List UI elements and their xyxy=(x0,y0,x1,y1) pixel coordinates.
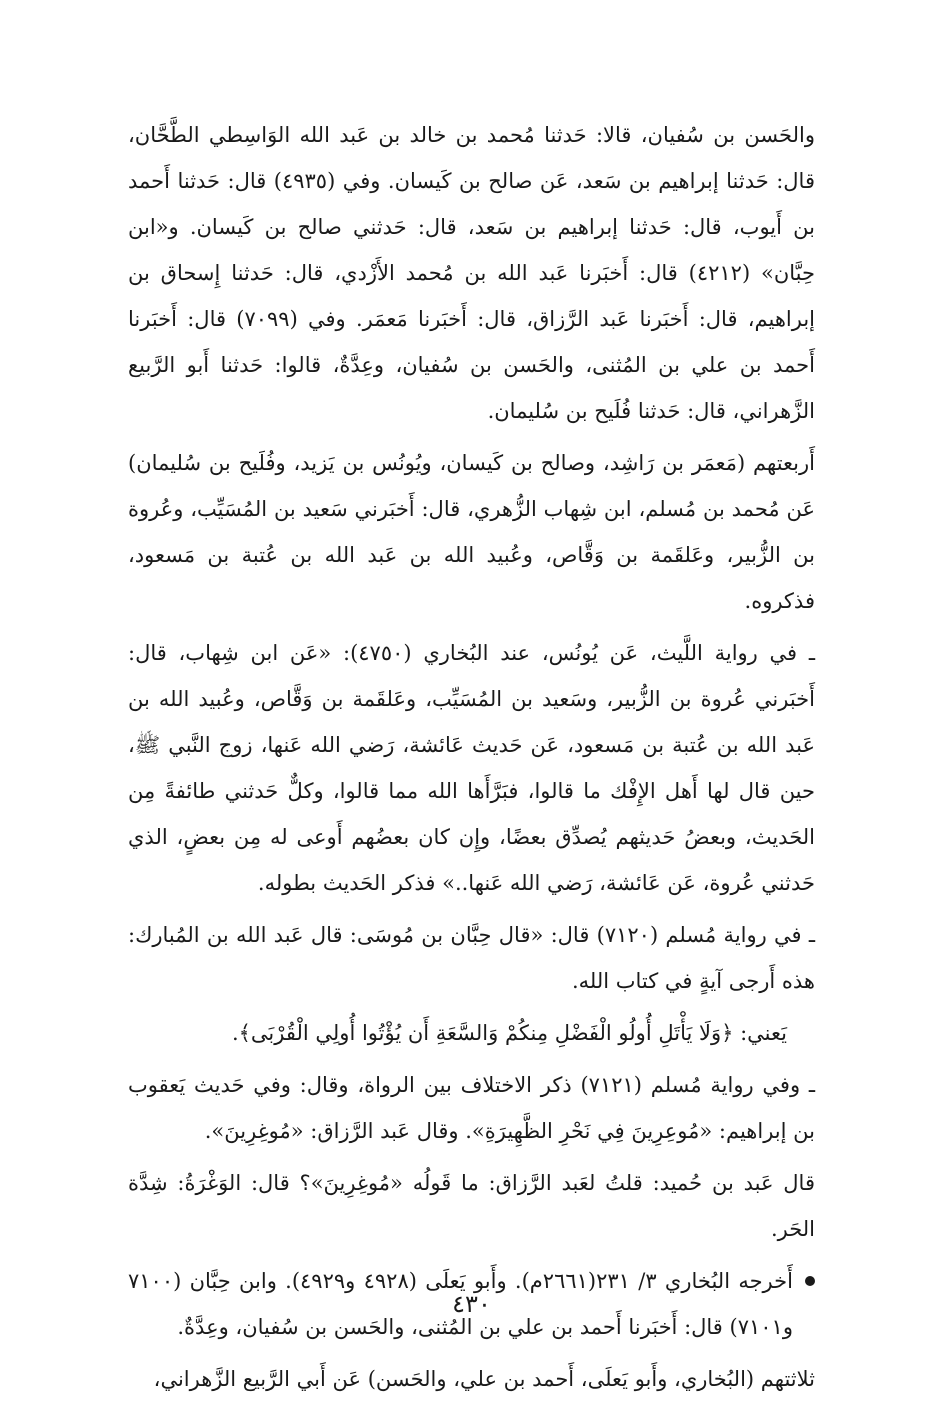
footnote-bullet-text: أَخرجه البُخاري ٣/ ٢٣١(٢٦٦١م). وأَبو يَعلَى (٤٩٢٨ و٤٩٢٩). وابن حِبَّان (٧١٠٠ و٧١٠١) قال: أَخبَرنا أَحمد بن علي بن المُثنى، والحَسن بن سُفيان، وعِدَّةٌ. xyxy=(128,1269,793,1339)
paragraph-muslim-7120: ـ في رواية مُسلم (٧١٢٠) قال: «قال حِبَّان بن مُوسَى: قال عَبد الله بن المُبارك: هذه أَرجى آيةٍ في كتاب الله. xyxy=(128,923,815,993)
page-number: ٤٣٠ xyxy=(452,1290,491,1318)
paragraph-laith-narration: ـ في رواية اللَّيث، عَن يُونُس، عند البُخاري (٤٧٥٠): «عَن ابن شِهاب، قال: أَخبَرني عُروة بن الزُّبير، وسَعيد بن المُسَيِّب، وعَلقَمة بن وَقَّاص، وعُبيد الله بن عَبد الله بن عُتبة بن مَسعود، عَن حَديث عَائشة، رَضي الله عَنها، زوج النَّبي ﷺ، حين قال لها أَهل الإِفْك ما قالوا، فبَرَّأَها الله مما قالوا، وكلٌّ حَدثني طائفةً مِن الحَديث، وبعضُ حَديثهم يُصدِّق بعضًا، وإِن كان بعضُهم أَوعى له مِن بعضٍ، الذي حَدثني عُروة، عَن عَائشة، رَضي الله عَنها..» فذكر الحَديث بطوله. xyxy=(128,641,815,895)
paragraph-isnad-2: أَربعتهم (مَعمَر بن رَاشِد، وصالح بن كَيسان، ويُونُس بن يَزيد، وفُلَيح بن سُليمان) عَن مُحمد بن مُسلم، ابن شِهاب الزُّهري، قال: أَخبَرني سَعيد بن المُسَيِّب، وعُروة بن الزُّبير، وعَلقَمة بن وَقَّاص، وعُبيد الله بن عَبد الله بن عُتبة بن مَسعود، فذكروه. xyxy=(128,451,815,613)
paragraph-abd-bin-humaid: قال عَبد بن حُميد: قلتُ لعَبد الرَّزاق: ما قَولُه «مُوغِرِينَ»؟ قال: الوَغْرَةُ: شِدَّة الحَر. xyxy=(128,1171,815,1241)
main-text-block xyxy=(128,112,815,1408)
paragraph-muslim-7121: ـ وفي رواية مُسلم (٧١٢١) ذكر الاختلاف بين الرواة، وقال: وفي حَديث يَعقوب بن إبراهيم: «مُوعِرِينَ فِي نَحْرِ الظَّهِيرَةِ». وقال عَبد الرَّزاق: «مُوغِرِينَ». xyxy=(128,1073,815,1143)
paragraph-isnad-1: والحَسن بن سُفيان، قالا: حَدثنا مُحمد بن خالد بن عَبد الله الوَاسِطي الطَّحَّان، قال: حَدثنا إبراهيم بن سَعد، عَن صالح بن كَيسان. وفي (٤٩٣٥) قال: حَدثنا أَحمد بن أَيوب، قال: حَدثنا إبراهيم بن سَعد، قال: حَدثني صالح بن كَيسان. و«ابن حِبَّان» (٤٢١٢) قال: أَخبَرنا عَبد الله بن مُحمد الأَزْدي، قال: حَدثنا إِسحاق بن إبراهيم، قال: أَخبَرنا عَبد الرَّزاق، قال: أَخبَرنا مَعمَر. وفي (٧٠٩٩) قال: أَخبَرنا أَحمد بن علي بن المُثنى، والحَسن بن سُفيان، وعِدَّةٌ، قالوا: حَدثنا أَبو الرَّبيع الزَّهراني، قال: حَدثنا فُلَيح بن سُليمان. xyxy=(128,123,816,423)
quran-verse-line: يَعني: ﴿وَلَا يَأْتَلِ أُولُو الْفَضْلِ مِنكُمْ وَالسَّعَةِ أَن يُؤْتُوا أُولِي الْقُرْبَى﴾. xyxy=(231,1021,787,1045)
bullet-dot-icon xyxy=(805,1276,815,1286)
paragraph-thalathatuhum: ثلاثتهم (البُخاري، وأَبو يَعلَى، أَحمد بن علي، والحَسن) عَن أَبي الرَّبيع الزَّهراني، xyxy=(153,1367,815,1391)
